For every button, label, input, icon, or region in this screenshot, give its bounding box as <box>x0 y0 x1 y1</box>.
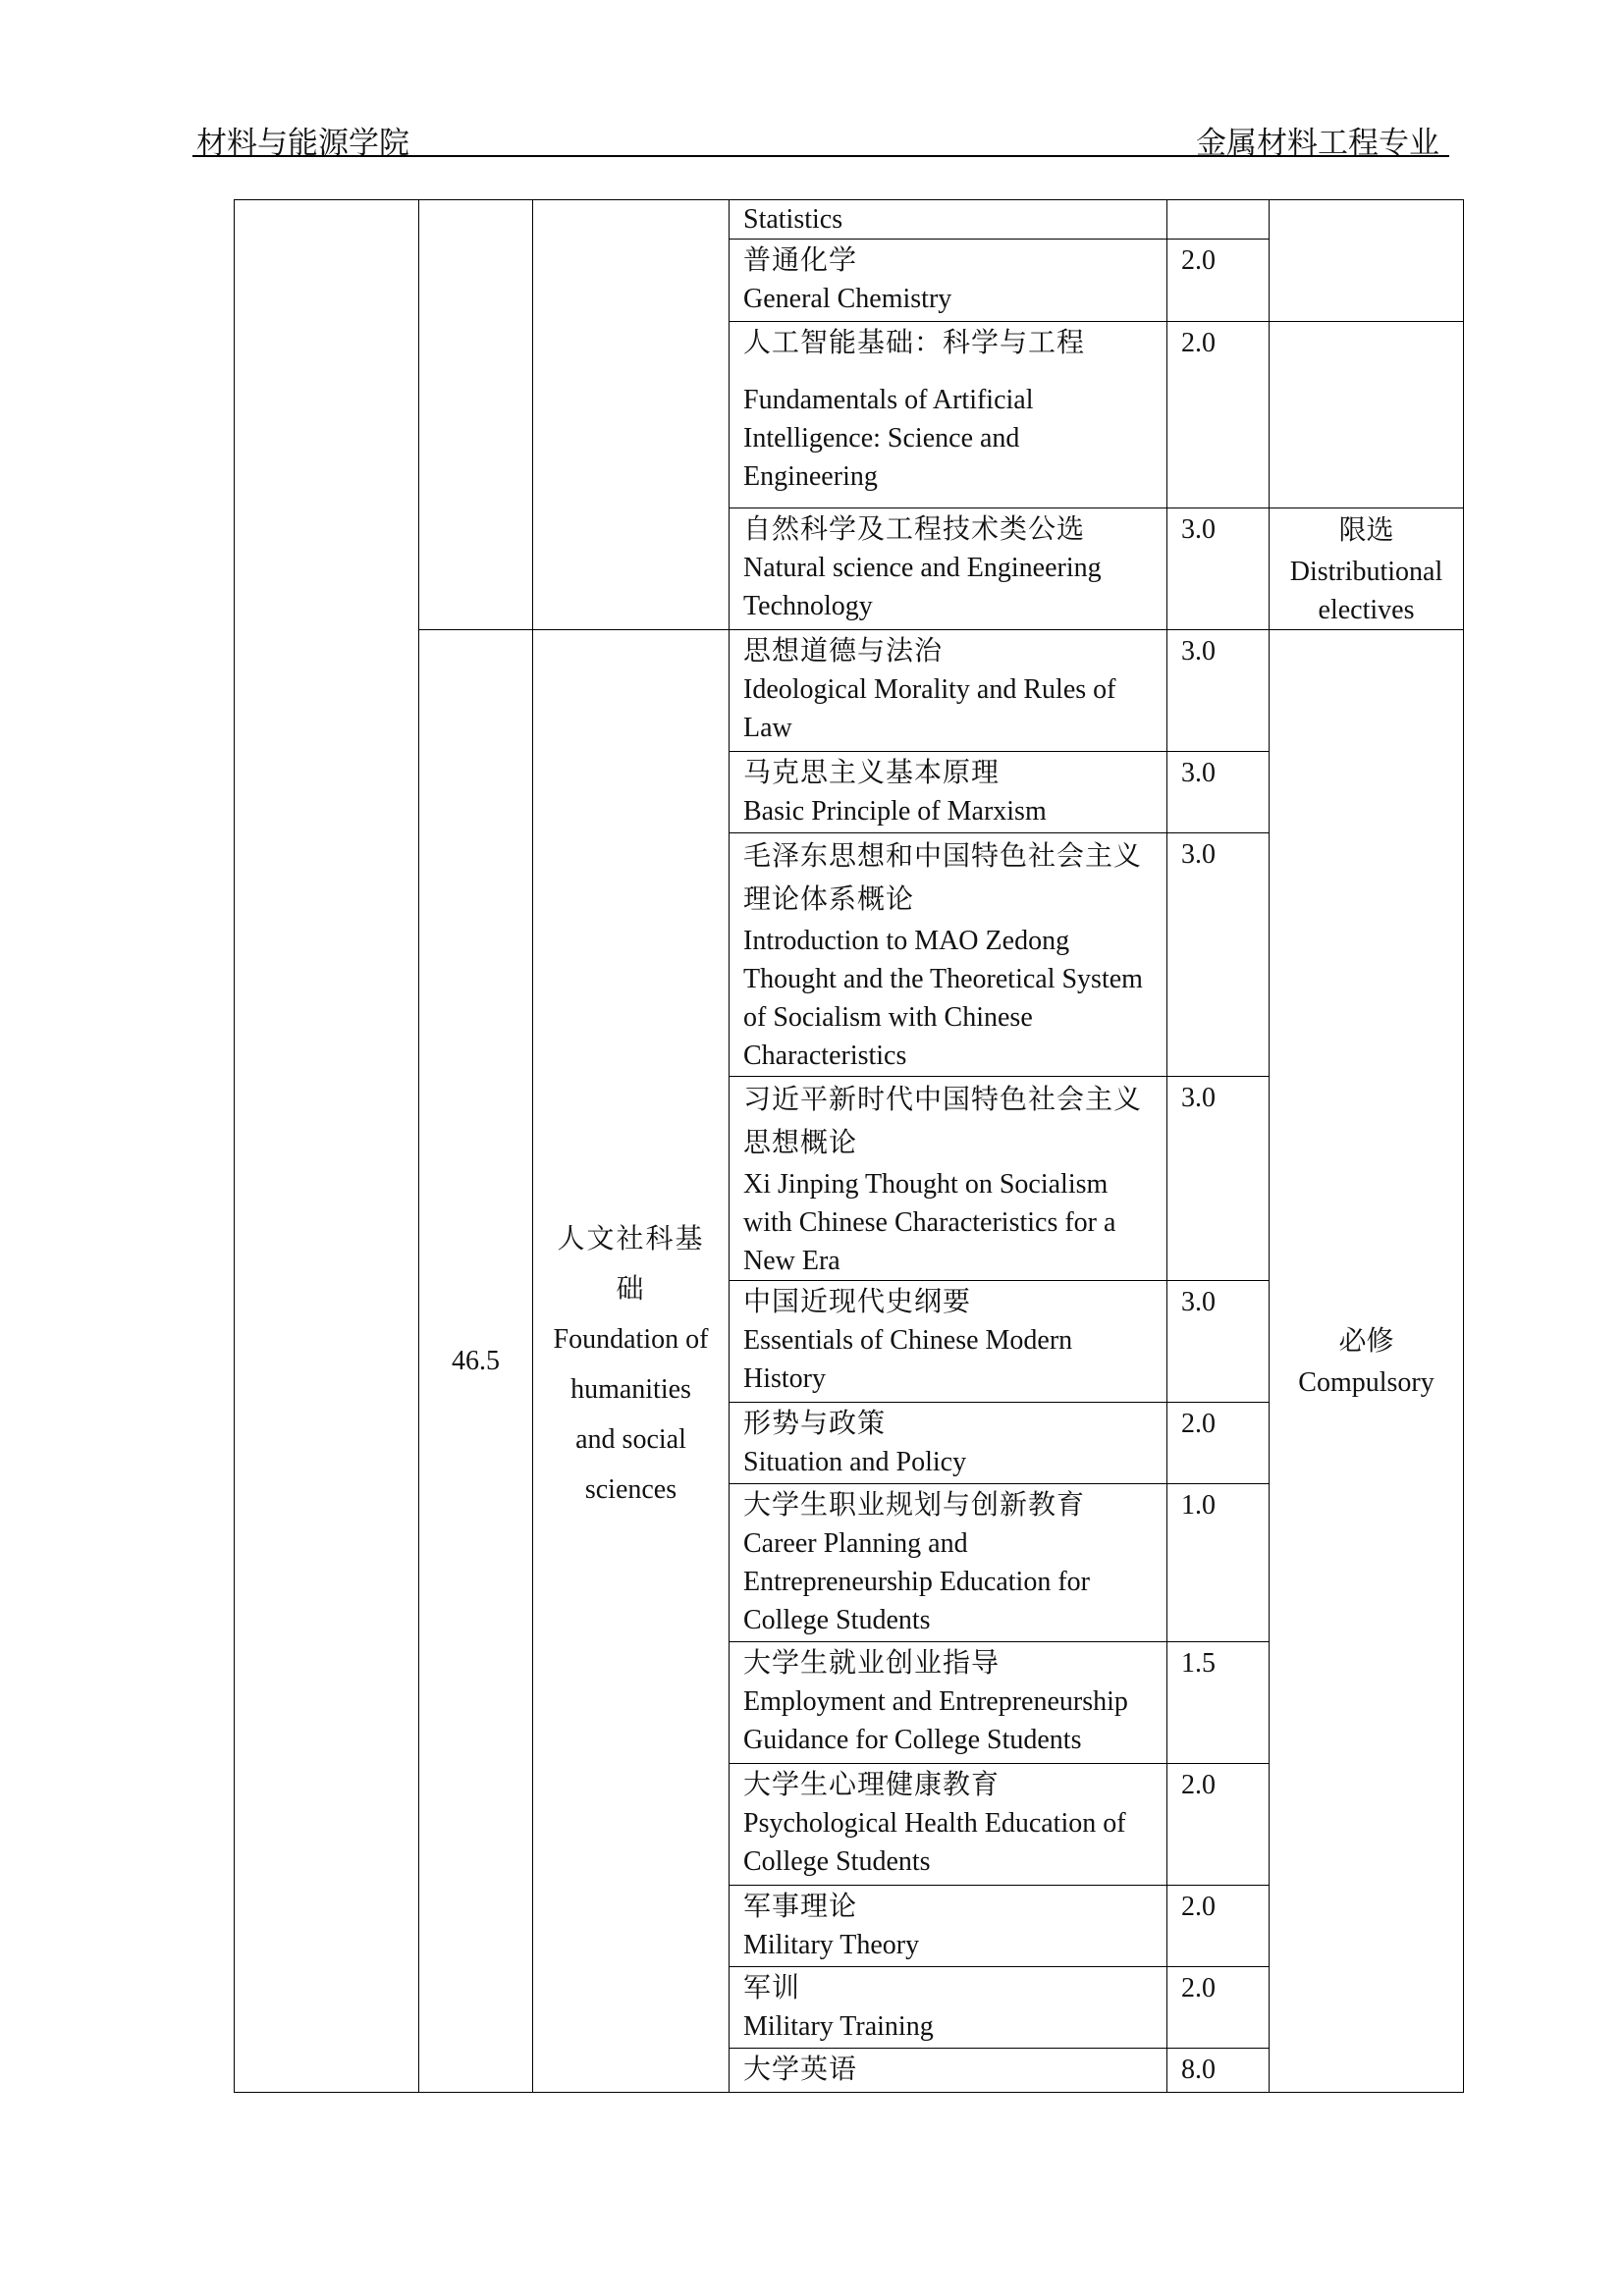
blank-category-cell <box>235 200 419 2093</box>
course-cell <box>730 630 1167 752</box>
course-name-zh: 军训 <box>743 1973 801 2003</box>
credit-cell: 2.0 <box>1167 1764 1270 1886</box>
course-cell <box>730 833 1167 1077</box>
course-name-zh: 人工智能基础：科学与工程 <box>743 328 1086 358</box>
credit-cell: 2.0 <box>1167 1967 1270 2049</box>
course-name-zh: 思想道德与法治 <box>743 636 944 667</box>
credit-cell: 2.0 <box>1167 322 1270 508</box>
course-cell <box>730 1484 1167 1642</box>
credit-cell: 3.0 <box>1167 1281 1270 1403</box>
course-name-en: Xi Jinping Thought on Socialism with Chinese Characteristics for a New Era <box>743 1169 1116 1276</box>
course-cell <box>730 240 1167 322</box>
course-cell <box>730 508 1167 630</box>
total-credits-cell: 46.5 <box>419 630 533 2093</box>
course-name-en: Psychological Health Education of College Students <box>743 1808 1126 1877</box>
course-cell <box>730 1886 1167 1967</box>
course-name-en: Introduction to MAO Zedong Thought and the Theoretical System of Socialism with Chinese Characteristics <box>743 926 1143 1071</box>
course-cell <box>730 1642 1167 1764</box>
requirement-zh: 限选 <box>1338 514 1394 546</box>
requirement-en: Distributional electives <box>1289 556 1443 625</box>
course-name-zh: 大学生就业创业指导 <box>743 1648 1001 1679</box>
course-name-en: Statistics <box>743 204 843 235</box>
course-name-zh: 形势与政策 <box>743 1409 887 1439</box>
course-cell <box>730 2049 1167 2093</box>
credit-cell: 3.0 <box>1167 1077 1270 1281</box>
blank-credit-total-cell <box>419 200 533 630</box>
major-name: 金属材料工程专业 <box>1196 126 1439 160</box>
requirement-cell <box>1270 508 1464 630</box>
header-rule <box>192 155 1449 157</box>
course-name-en: Career Planning and Entrepreneurship Education for College Students <box>743 1528 1090 1635</box>
course-name-en: Situation and Policy <box>743 1447 967 1477</box>
course-name-en: Fundamentals of Artificial Intelligence: Science and Engineering <box>743 385 1034 492</box>
course-cell <box>730 322 1167 508</box>
course-name-zh: 军事理论 <box>743 1892 858 1922</box>
course-name-en: Essentials of Chinese Modern History <box>743 1325 1073 1394</box>
credit-cell: 3.0 <box>1167 752 1270 833</box>
credit-cell: 2.0 <box>1167 240 1270 322</box>
credit-cell <box>1167 200 1270 240</box>
credit-cell: 1.0 <box>1167 1484 1270 1642</box>
course-name-zh: 毛泽东思想和中国特色社会主义理论体系概论 <box>743 841 1143 915</box>
course-name-zh: 普通化学 <box>743 245 858 276</box>
course-name-zh: 大学英语 <box>743 2055 858 2085</box>
credit-cell: 8.0 <box>1167 2049 1270 2093</box>
curriculum-table <box>234 199 1464 2093</box>
course-cell <box>730 1764 1167 1886</box>
course-cell <box>730 752 1167 833</box>
credit-cell: 2.0 <box>1167 1886 1270 1967</box>
course-cell <box>730 200 1167 240</box>
course-name-en: General Chemistry <box>743 284 952 314</box>
table-row <box>235 630 1464 752</box>
course-name-en: Employment and Entrepreneurship Guidance for College Students <box>743 1686 1128 1755</box>
category-cell <box>533 630 730 2093</box>
course-name-zh: 中国近现代史纲要 <box>743 1287 972 1317</box>
blank-requirement-cell <box>1270 322 1464 508</box>
course-cell <box>730 1403 1167 1484</box>
course-cell <box>730 1281 1167 1403</box>
course-name-en: Military Theory <box>743 1930 920 1960</box>
requirement-cell <box>1270 630 1464 2093</box>
requirement-zh: 必修 <box>1338 1326 1394 1357</box>
credit-cell: 2.0 <box>1167 1403 1270 1484</box>
credit-cell: 3.0 <box>1167 508 1270 630</box>
course-name-en: Military Training <box>743 2011 934 2042</box>
course-cell <box>730 1967 1167 2049</box>
category-zh-line2: 础 <box>616 1273 646 1305</box>
requirement-en: Compulsory <box>1298 1367 1435 1398</box>
table-row <box>235 200 1464 240</box>
category-en-line2: humanities <box>570 1373 691 1405</box>
page-header <box>192 114 1447 159</box>
school-name: 材料与能源学院 <box>196 126 409 160</box>
blank-subcategory-cell <box>533 200 730 630</box>
category-en-line4: sciences <box>584 1473 677 1505</box>
course-name-zh: 大学生职业规划与创新教育 <box>743 1490 1086 1521</box>
category-zh-line1: 人文社科基 <box>557 1223 705 1255</box>
credit-cell: 3.0 <box>1167 630 1270 752</box>
credit-cell: 3.0 <box>1167 833 1270 1077</box>
course-cell <box>730 1077 1167 1281</box>
course-name-en: Basic Principle of Marxism <box>743 796 1047 827</box>
course-name-zh: 习近平新时代中国特色社会主义思想概论 <box>743 1085 1143 1158</box>
course-name-en: Ideological Morality and Rules of Law <box>743 674 1116 743</box>
course-name-zh: 马克思主义基本原理 <box>743 758 1001 788</box>
course-name-zh: 大学生心理健康教育 <box>743 1770 1001 1800</box>
blank-requirement-cell <box>1270 200 1464 322</box>
course-name-zh: 自然科学及工程技术类公选 <box>743 514 1086 545</box>
course-name-en: Natural science and Engineering Technology <box>743 553 1102 621</box>
category-en-line3: and social <box>575 1423 686 1455</box>
category-en-line1: Foundation of <box>553 1323 709 1355</box>
credit-cell: 1.5 <box>1167 1642 1270 1764</box>
